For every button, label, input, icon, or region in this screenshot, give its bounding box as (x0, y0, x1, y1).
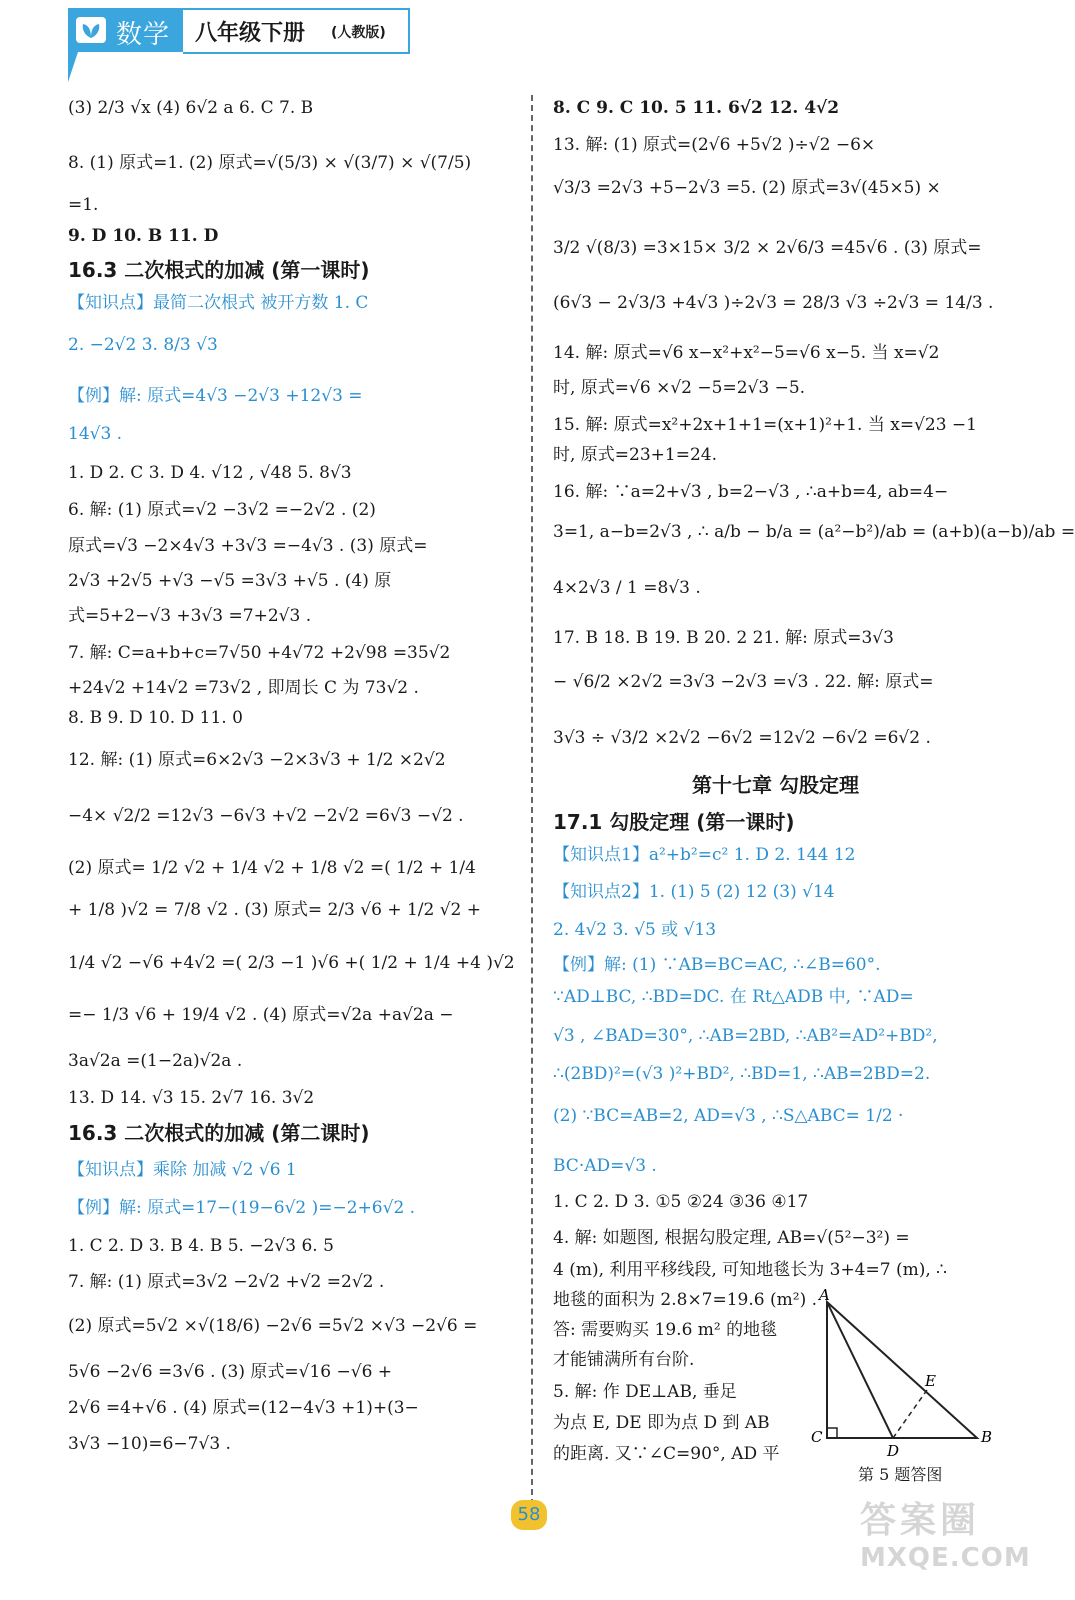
answer-line: 地毯的面积为 2.8×7=19.6 (m²) . (553, 1290, 818, 1310)
answer-line: (6√3 − 2√3/3 +4√3 )÷2√3 = 28/3 √3 ÷2√3 = 14/3 . (553, 293, 994, 313)
column-divider (531, 95, 533, 1505)
answer-line: 【知识点】乘除 加减 √2 √6 1 (68, 1160, 297, 1180)
answer-line: √3/3 =2√3 +5−2√3 =5. (2) 原式=3√(45×5) × (553, 178, 941, 198)
answer-line: 【例】解: 原式=17−(19−6√2 )=−2+6√2 . (68, 1198, 416, 1218)
answer-line: 原式=√3 −2×4√3 +3√3 =−4√3 . (3) 原式= (68, 536, 428, 556)
figure-caption: 第 5 题答图 (858, 1465, 943, 1484)
answer-line: 13. 解: (1) 原式=(2√6 +5√2 )÷√2 −6× (553, 135, 876, 155)
watermark-url: MXQE.COM (860, 1543, 1031, 1573)
watermark-title: 答案圈 (860, 1500, 981, 1541)
answer-line: 8. (1) 原式=1. (2) 原式=√(5/3) × √(3/7) × √(7/5) (68, 153, 472, 173)
edition-label: (人教版) (331, 25, 386, 41)
answer-line: 的距离. 又∵∠C=90°, AD 平 (553, 1444, 780, 1464)
answer-line: 【例】解: (1) ∵AB=BC=AC, ∴∠B=60°. (553, 955, 881, 975)
answer-line: −4× √2/2 =12√3 −6√3 +√2 −2√2 =6√3 −√2 . (68, 806, 464, 826)
leaf-logo-icon (76, 17, 106, 43)
triangle-figure (805, 1286, 1005, 1490)
answer-line: 5. 解: 作 DE⊥AB, 垂足 (553, 1382, 737, 1402)
answer-line: 7. 解: (1) 原式=3√2 −2√2 +√2 =2√2 . (68, 1272, 385, 1292)
label-a: A (819, 1286, 830, 1304)
section-heading: 16.3 二次根式的加减 (第一课时) (68, 258, 370, 282)
answer-line: + 1/8 )√2 = 7/8 √2 . (3) 原式= 2/3 √6 + 1/2 √2 + (68, 900, 482, 920)
answer-line: 15. 解: 原式=x²+2x+1+1=(x+1)²+1. 当 x=√23 −1 (553, 415, 977, 435)
answer-line: 3√3 −10)=6−7√3 . (68, 1434, 231, 1454)
answer-line: 8. B 9. D 10. D 11. 0 (68, 708, 243, 728)
answer-line: 6. 解: (1) 原式=√2 −3√2 =−2√2 . (2) (68, 500, 376, 520)
answer-line: 9. D 10. B 11. D (68, 226, 219, 246)
section-heading: 第十七章 勾股定理 (692, 773, 859, 797)
answer-line: 5√6 −2√6 =3√6 . (3) 原式=√16 −√6 + (68, 1362, 393, 1382)
label-e: E (925, 1372, 936, 1390)
answer-line: 1. C 2. D 3. B 4. B 5. −2√3 6. 5 (68, 1236, 334, 1256)
answer-line: 2. 4√2 3. √5 或 √13 (553, 920, 717, 940)
label-d: D (887, 1442, 900, 1460)
answer-line: +24√2 +14√2 =73√2 , 即周长 C 为 73√2 . (68, 678, 419, 698)
answer-line: =− 1/3 √6 + 19/4 √2 . (4) 原式=√2a +a√2a − (68, 1005, 454, 1025)
answer-line: 【知识点2】1. (1) 5 (2) 12 (3) √14 (553, 882, 835, 902)
answer-line: 12. 解: (1) 原式=6×2√3 −2×3√3 + 1/2 ×2√2 (68, 750, 446, 770)
answer-line: ∵AD⊥BC, ∴BD=DC. 在 Rt△ADB 中, ∵AD= (553, 987, 914, 1007)
label-c: C (811, 1428, 823, 1446)
subject-banner (68, 8, 183, 52)
answer-line: (3) 2/3 √x (4) 6√2 a 6. C 7. B (68, 98, 314, 118)
answer-line: 4×2√3 / 1 =8√3 . (553, 578, 701, 598)
answer-line: 1. C 2. D 3. ①5 ②24 ③36 ④17 (553, 1192, 809, 1212)
answer-line: 3√3 ÷ √3/2 ×2√2 −6√2 =12√2 −6√2 =6√2 . (553, 728, 931, 748)
answer-line: 才能铺满所有台阶. (553, 1350, 695, 1370)
answer-line: 1. D 2. C 3. D 4. √12 , √48 5. 8√3 (68, 463, 352, 483)
answer-line: 时, 原式=√6 ×√2 −5=2√3 −5. (553, 378, 806, 398)
page-number: 58 (511, 1500, 547, 1530)
answer-line: 4. 解: 如题图, 根据勾股定理, AB=√(5²−3²) = (553, 1228, 910, 1248)
answer-line: √3 , ∠BAD=30°, ∴AB=2BD, ∴AB²=AD²+BD², (553, 1026, 938, 1046)
answer-line: 2√6 =4+√6 . (4) 原式=(12−4√3 +1)+(3− (68, 1398, 419, 1418)
answer-line: 14. 解: 原式=√6 x−x²+x²−5=√6 x−5. 当 x=√2 (553, 343, 940, 363)
answer-line: =1. (68, 195, 99, 215)
answer-line: 答: 需要购买 19.6 m² 的地毯 (553, 1320, 778, 1340)
answer-line: (2) ∵BC=AB=2, AD=√3 , ∴S△ABC= 1/2 · (553, 1106, 904, 1126)
label-b: B (981, 1428, 993, 1446)
answer-line: 14√3 . (68, 424, 123, 444)
grade-title: 八年级下册 (195, 21, 306, 46)
section-heading: 16.3 二次根式的加减 (第二课时) (68, 1121, 370, 1145)
answer-line: 2√3 +2√5 +√3 −√5 =3√3 +√5 . (4) 原 (68, 571, 392, 591)
answer-line: 3/2 √(8/3) =3×15× 3/2 × 2√6/3 =45√6 . (3) 原式= (553, 238, 982, 258)
answer-line: 17. B 18. B 19. B 20. 2 21. 解: 原式=3√3 (553, 628, 894, 648)
answer-line: 13. D 14. √3 15. 2√7 16. 3√2 (68, 1088, 315, 1108)
grade-box (183, 8, 410, 54)
answer-line: 3=1, a−b=2√3 , ∴ a/b − b/a = (a²−b²)/ab = (a+b)(a−b)/ab = (553, 522, 1075, 542)
section-heading: 17.1 勾股定理 (第一课时) (553, 810, 795, 834)
answer-line: BC·AD=√3 . (553, 1156, 657, 1176)
subject-title: 数学 (116, 20, 171, 50)
answer-line: 2. −2√2 3. 8/3 √3 (68, 335, 218, 355)
answer-line: (2) 原式= 1/2 √2 + 1/4 √2 + 1/8 √2 =( 1/2 + 1/4 (68, 858, 476, 878)
answer-line: 16. 解: ∵a=2+√3 , b=2−√3 , ∴a+b=4, ab=4− (553, 482, 949, 502)
answer-line: 3a√2a =(1−2a)√2a . (68, 1051, 243, 1071)
answer-line: 【知识点】最简二次根式 被开方数 1. C (68, 293, 369, 313)
banner-tail (68, 52, 78, 82)
answer-line: ∴(2BD)²=(√3 )²+BD², ∴BD=1, ∴AB=2BD=2. (553, 1064, 931, 1084)
answer-line: 【例】解: 原式=4√3 −2√3 +12√3 = (68, 386, 363, 406)
answer-line: 时, 原式=23+1=24. (553, 445, 718, 465)
answer-line: 8. C 9. C 10. 5 11. 6√2 12. 4√2 (553, 98, 840, 118)
answer-line: 4 (m), 利用平移线段, 可知地毯长为 3+4=7 (m), ∴ (553, 1260, 947, 1280)
answer-line: − √6/2 ×2√2 =3√3 −2√3 =√3 . 22. 解: 原式= (553, 672, 934, 692)
answer-line: 1/4 √2 −√6 +4√2 =( 2/3 −1 )√6 +( 1/2 + 1/4 +4 )√2 (68, 953, 515, 973)
answer-line: 为点 E, DE 即为点 D 到 AB (553, 1413, 770, 1433)
answer-line: 【知识点1】a²+b²=c² 1. D 2. 144 12 (553, 845, 856, 865)
answer-line: 7. 解: C=a+b+c=7√50 +4√72 +2√98 =35√2 (68, 643, 451, 663)
answer-line: 式=5+2−√3 +3√3 =7+2√3 . (68, 606, 312, 626)
answer-line: (2) 原式=5√2 ×√(18/6) −2√6 =5√2 ×√3 −2√6 = (68, 1316, 478, 1336)
watermark (860, 1492, 1040, 1592)
page-header (68, 8, 408, 52)
